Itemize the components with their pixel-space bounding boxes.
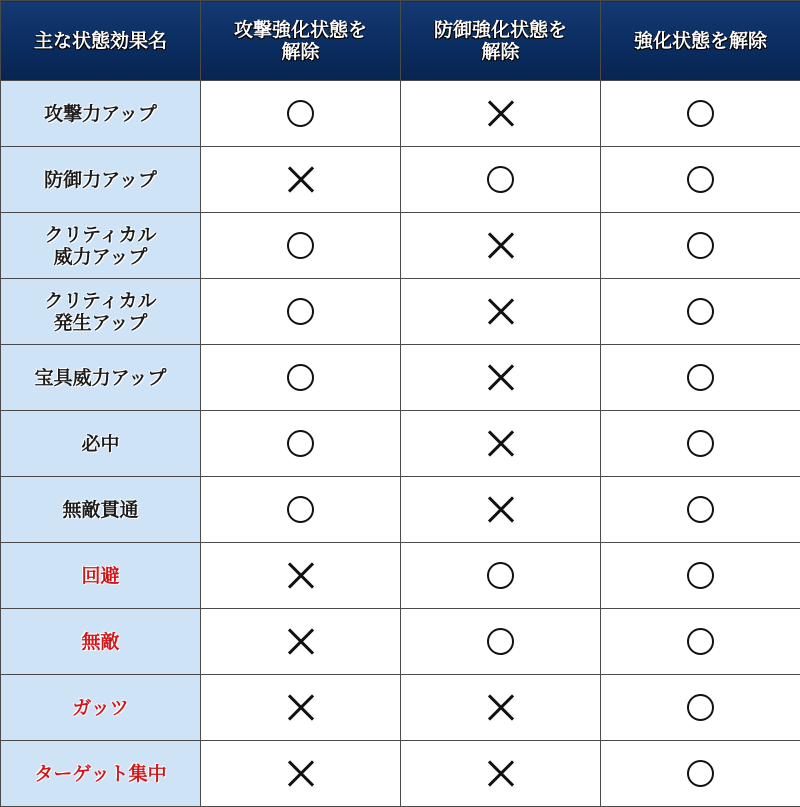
table-row (1, 741, 800, 807)
cell-remove-all-buffs (601, 477, 800, 543)
cell-remove-all-buffs (601, 675, 800, 741)
row-effect-name: 回避 (1, 543, 201, 609)
cell-remove-all-buffs (601, 609, 800, 675)
row-effect-name: ガッツ (1, 675, 201, 741)
table-row (1, 81, 800, 147)
cell-remove-all-buffs (601, 345, 800, 411)
cell-remove-defense-buff (401, 543, 601, 609)
table-row (1, 609, 800, 675)
circle-mark-icon (487, 628, 514, 655)
cross-mark-icon (287, 694, 315, 722)
circle-mark-icon (487, 562, 514, 589)
header-remove-attack-buff: 攻撃強化状態を 解除 (201, 1, 401, 81)
circle-mark-icon (487, 166, 514, 193)
cross-mark-icon (487, 364, 515, 392)
circle-mark-icon (287, 496, 314, 523)
table-row (1, 411, 800, 477)
circle-mark-icon (687, 760, 714, 787)
circle-mark-icon (687, 562, 714, 589)
cell-remove-defense-buff (401, 411, 601, 477)
cell-remove-attack-buff (201, 279, 401, 345)
cell-remove-attack-buff (201, 147, 401, 213)
cell-remove-all-buffs (601, 279, 800, 345)
header-effect-name: 主な状態効果名 (1, 1, 201, 81)
cell-remove-all-buffs (601, 411, 800, 477)
cell-remove-defense-buff (401, 741, 601, 807)
cell-remove-all-buffs (601, 147, 800, 213)
cell-remove-attack-buff (201, 543, 401, 609)
header-remove-defense-buff: 防御強化状態を 解除 (401, 1, 601, 81)
table-row (1, 477, 800, 543)
row-effect-name: ターゲット集中 (1, 741, 201, 807)
cell-remove-defense-buff (401, 477, 601, 543)
cross-mark-icon (487, 760, 515, 788)
cell-remove-defense-buff (401, 81, 601, 147)
cell-remove-attack-buff (201, 411, 401, 477)
cell-remove-all-buffs (601, 81, 800, 147)
table-row (1, 279, 800, 345)
cell-remove-attack-buff (201, 81, 401, 147)
circle-mark-icon (687, 694, 714, 721)
cross-mark-icon (287, 628, 315, 656)
header-remove-all-buffs: 強化状態を解除 (601, 1, 800, 81)
circle-mark-icon (687, 496, 714, 523)
table-row (1, 147, 800, 213)
cell-remove-defense-buff (401, 147, 601, 213)
circle-mark-icon (687, 100, 714, 127)
circle-mark-icon (687, 430, 714, 457)
table-row (1, 675, 800, 741)
cross-mark-icon (487, 430, 515, 458)
circle-mark-icon (287, 232, 314, 259)
row-effect-name: 宝具威力アップ (1, 345, 201, 411)
circle-mark-icon (687, 166, 714, 193)
cell-remove-attack-buff (201, 675, 401, 741)
cell-remove-defense-buff (401, 345, 601, 411)
cell-remove-defense-buff (401, 675, 601, 741)
circle-mark-icon (687, 298, 714, 325)
table-body (1, 81, 800, 807)
row-effect-name: 防御力アップ (1, 147, 201, 213)
row-effect-name: クリティカル 発生アップ (1, 279, 201, 345)
cell-remove-attack-buff (201, 609, 401, 675)
cell-remove-all-buffs (601, 543, 800, 609)
cell-remove-attack-buff (201, 213, 401, 279)
cell-remove-attack-buff (201, 345, 401, 411)
cross-mark-icon (487, 298, 515, 326)
circle-mark-icon (287, 298, 314, 325)
table-row (1, 213, 800, 279)
cell-remove-defense-buff (401, 279, 601, 345)
circle-mark-icon (287, 430, 314, 457)
cell-remove-attack-buff (201, 741, 401, 807)
cross-mark-icon (287, 562, 315, 590)
circle-mark-icon (687, 232, 714, 259)
cross-mark-icon (487, 100, 515, 128)
row-effect-name: 無敵貫通 (1, 477, 201, 543)
row-effect-name: 無敵 (1, 609, 201, 675)
circle-mark-icon (287, 100, 314, 127)
cell-remove-all-buffs (601, 741, 800, 807)
circle-mark-icon (687, 364, 714, 391)
cell-remove-defense-buff (401, 213, 601, 279)
circle-mark-icon (687, 628, 714, 655)
table-row (1, 345, 800, 411)
header-row (1, 1, 800, 81)
cross-mark-icon (487, 694, 515, 722)
circle-mark-icon (287, 364, 314, 391)
row-effect-name: 必中 (1, 411, 201, 477)
table-row (1, 543, 800, 609)
row-effect-name: クリティカル 威力アップ (1, 213, 201, 279)
cell-remove-defense-buff (401, 609, 601, 675)
cell-remove-all-buffs (601, 213, 800, 279)
cell-remove-attack-buff (201, 477, 401, 543)
cross-mark-icon (287, 166, 315, 194)
cross-mark-icon (287, 760, 315, 788)
cross-mark-icon (487, 496, 515, 524)
cross-mark-icon (487, 232, 515, 260)
row-effect-name: 攻撃力アップ (1, 81, 201, 147)
